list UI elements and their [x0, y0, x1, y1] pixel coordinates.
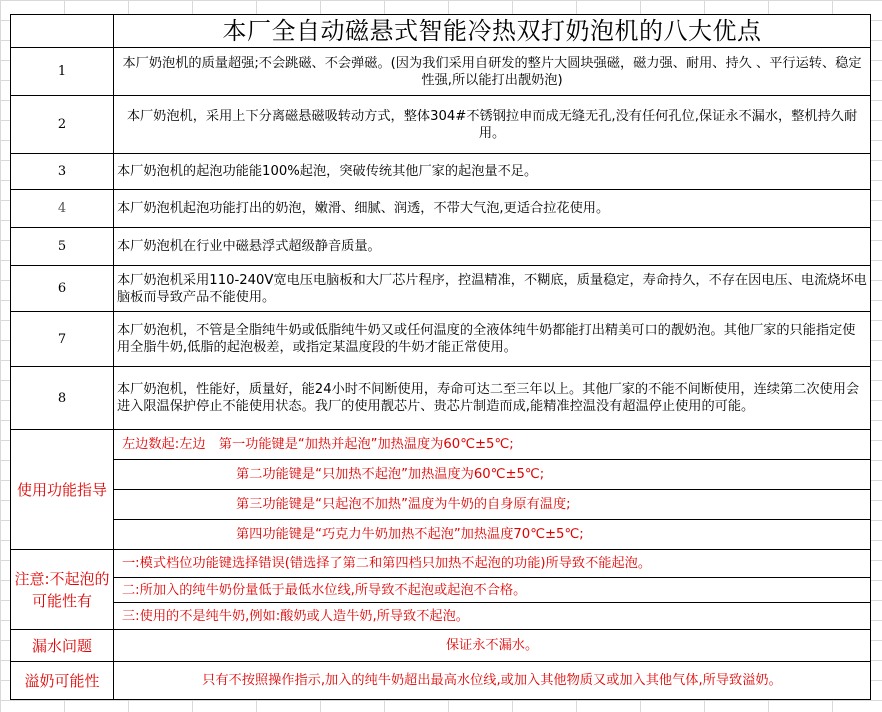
advantage-text[interactable]: 本厂奶泡机在行业中磁悬浮式超级静音质量。: [114, 228, 871, 266]
advantage-text[interactable]: 本厂奶泡机的起泡功能能100%起泡，突破传统其他厂家的起泡量不足。: [114, 154, 871, 190]
table-row: [11, 190, 871, 228]
notice-line[interactable]: 三:使用的不是纯牛奶,例如:酸奶或人造牛奶,所导致不起泡。: [114, 603, 871, 630]
table-row: [11, 312, 871, 367]
row-number[interactable]: 8: [11, 367, 114, 430]
usage-row: [11, 490, 871, 520]
advantage-text[interactable]: 本厂奶泡机，不管是全脂纯牛奶或低脂纯牛奶又或任何温度的全液体纯牛奶都能打出精美可口的靓奶泡。其他厂家的只能指定使用全脂牛奶,低脂的起泡极差，或指定某温度段的牛奶才能正常使用。: [114, 312, 871, 367]
notice-row: [11, 578, 871, 603]
row-number[interactable]: 4: [11, 190, 114, 228]
row-number[interactable]: 3: [11, 154, 114, 190]
row-number[interactable]: 7: [11, 312, 114, 367]
notice-row: [11, 603, 871, 630]
overflow-row: [11, 662, 871, 700]
usage-line[interactable]: 第四功能键是“巧克力牛奶加热不起泡”加热温度70℃±5℃;: [114, 520, 871, 550]
title-empty-cell[interactable]: [11, 15, 114, 48]
advantage-text[interactable]: 本厂奶泡机的质量超强;不会跳磁、不会弹磁。(因为我们采用自研发的整片大圆块强磁，磁力强、耐用、持久 、平行运转、稳定性强,所以能打出靓奶泡): [114, 48, 871, 96]
row-number[interactable]: 6: [11, 266, 114, 312]
leak-row: [11, 630, 871, 662]
usage-row: [11, 460, 871, 490]
table-row: [11, 154, 871, 190]
row-number[interactable]: 2: [11, 96, 114, 154]
overflow-text[interactable]: 只有不按照操作指示,加入的纯牛奶超出最高水位线,或加入其他物质又或加入其他气体,所导致溢奶。: [114, 662, 871, 700]
title-row: [11, 15, 871, 48]
leak-label[interactable]: 漏水问题: [11, 630, 114, 662]
leak-text[interactable]: 保证永不漏水。: [114, 630, 871, 662]
usage-line[interactable]: 第二功能键是“只加热不起泡”加热温度为60℃±5℃;: [114, 460, 871, 490]
usage-label[interactable]: 使用功能指导: [11, 430, 114, 550]
table-row: [11, 367, 871, 430]
advantages-table: [10, 14, 871, 700]
advantage-text[interactable]: 本厂奶泡机起泡功能打出的奶泡，嫩滑、细腻、润透，不带大气泡,更适合拉花使用。: [114, 190, 871, 228]
advantage-text[interactable]: 本厂奶泡机采用110-240V宽电压电脑板和大厂芯片程序，控温精准，不糊底，质量稳定，寿命持久，不存在因电压、电流烧坏电脑板而导致产品不能使用。: [114, 266, 871, 312]
page-title[interactable]: 本厂全自动磁悬式智能冷热双打奶泡机的八大优点: [114, 15, 871, 48]
overflow-label[interactable]: 溢奶可能性: [11, 662, 114, 700]
usage-line[interactable]: 第三功能键是“只起泡不加热”温度为牛奶的自身原有温度;: [114, 490, 871, 520]
row-number[interactable]: 1: [11, 48, 114, 96]
row-number[interactable]: 5: [11, 228, 114, 266]
advantage-text[interactable]: 本厂奶泡机，性能好，质量好，能24小时不间断使用，寿命可达二至三年以上。其他厂家的不能不间断使用，连续第二次使用会进入限温保护停止不能使用状态。我厂的使用靓芯片、贵芯片制造而成,能精准控温没有超温停止使用的可能。: [114, 367, 871, 430]
notice-row: [11, 550, 871, 578]
table-row: [11, 228, 871, 266]
table-row: [11, 48, 871, 96]
notice-line[interactable]: 二:所加入的纯牛奶份量低于最低水位线,所导致不起泡或起泡不合格。: [114, 578, 871, 603]
table-row: [11, 96, 871, 154]
table-row: [11, 266, 871, 312]
advantage-text[interactable]: 本厂奶泡机，采用上下分离磁悬磁吸转动方式，整体304#不锈钢拉申而成无缝无孔,没有任何孔位,保证永不漏水，整机持久耐用。: [114, 96, 871, 154]
usage-row: [11, 520, 871, 550]
notice-line[interactable]: 一:模式档位功能键选择错误(错选择了第二和第四档只加热不起泡的功能)所导致不能起泡。: [114, 550, 871, 578]
notice-label[interactable]: 注意:不起泡的可能性有: [11, 550, 114, 630]
usage-line[interactable]: 左边数起:左边 第一功能键是“加热并起泡”加热温度为60℃±5℃;: [114, 430, 871, 460]
usage-row: [11, 430, 871, 460]
